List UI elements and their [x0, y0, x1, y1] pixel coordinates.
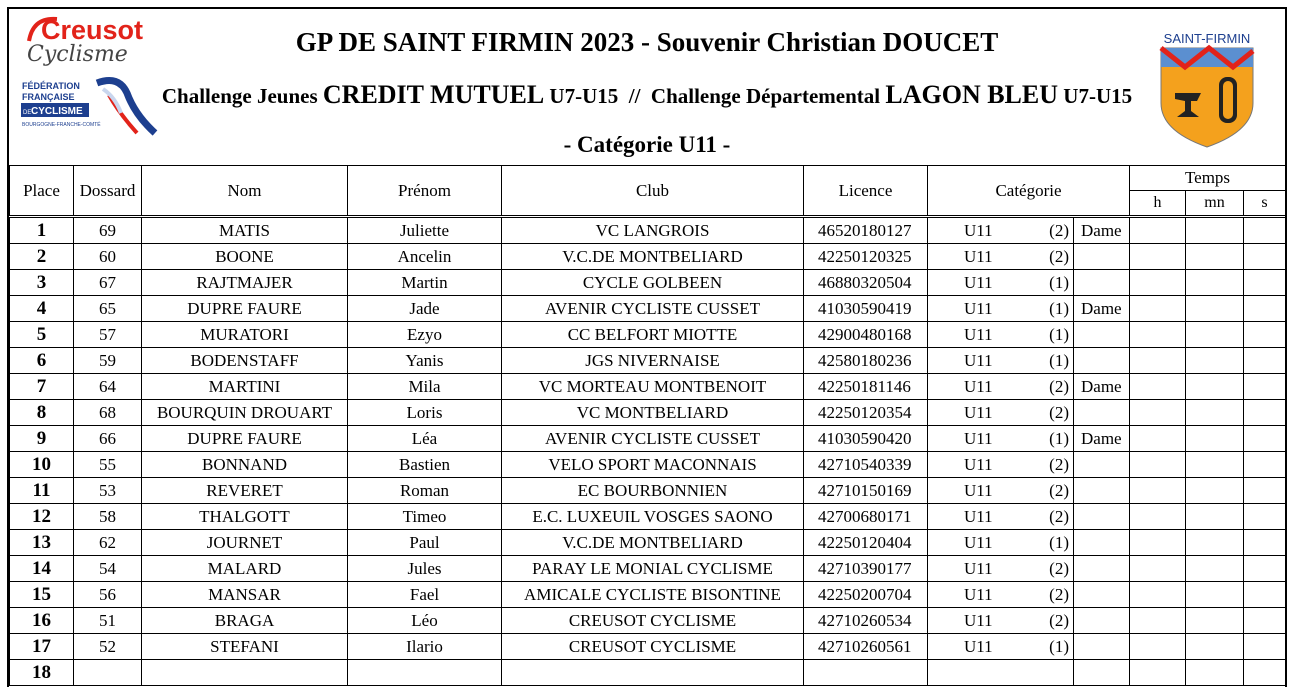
row-licence: 42250120404	[804, 530, 928, 556]
table-row	[10, 582, 1286, 608]
row-nom: REVERET	[142, 478, 348, 504]
row-dame: Dame	[1074, 374, 1130, 400]
row-categorie: U11	[928, 504, 1038, 530]
subtitle-text-3: U7-U15	[1058, 84, 1133, 108]
row-categorie: U11	[928, 400, 1038, 426]
row-licence: 46520180127	[804, 217, 928, 244]
row-categorie: U11	[928, 634, 1038, 660]
row-time-s	[1244, 452, 1286, 478]
row-time-s	[1244, 426, 1286, 452]
row-level: (1)	[1038, 634, 1074, 660]
row-categorie: U11	[928, 296, 1038, 322]
row-level	[1038, 660, 1074, 686]
table-row	[10, 426, 1286, 452]
svg-text:Cyclisme: Cyclisme	[27, 42, 128, 66]
row-licence: 42710390177	[804, 556, 928, 582]
row-prenom: Fael	[348, 582, 502, 608]
row-time-s	[1244, 296, 1286, 322]
row-time-mn	[1186, 478, 1244, 504]
row-nom: RAJTMAJER	[142, 270, 348, 296]
row-categorie: U11	[928, 556, 1038, 582]
row-level: (2)	[1038, 452, 1074, 478]
col-header-place: Place	[10, 166, 74, 217]
row-dossard: 56	[74, 582, 142, 608]
row-club: CC BELFORT MIOTTE	[502, 322, 804, 348]
row-place: 18	[10, 660, 74, 686]
row-prenom: Martin	[348, 270, 502, 296]
row-dossard: 58	[74, 504, 142, 530]
svg-text:BOURGOGNE-FRANCHE-COMTÉ: BOURGOGNE-FRANCHE-COMTÉ	[22, 122, 101, 128]
row-place: 7	[10, 374, 74, 400]
row-dossard: 65	[74, 296, 142, 322]
row-time-h	[1130, 634, 1186, 660]
row-place: 8	[10, 400, 74, 426]
row-prenom: Ezyo	[348, 322, 502, 348]
row-level: (1)	[1038, 426, 1074, 452]
table-row	[10, 374, 1286, 400]
row-dame	[1074, 530, 1130, 556]
row-dossard: 53	[74, 478, 142, 504]
table-row	[10, 530, 1286, 556]
row-categorie: U11	[928, 608, 1038, 634]
row-licence	[804, 660, 928, 686]
row-level: (2)	[1038, 582, 1074, 608]
row-time-s	[1244, 217, 1286, 244]
subtitle-brand-1: CREDIT MUTUEL	[322, 80, 545, 109]
row-dossard	[74, 660, 142, 686]
svg-text:FÉDÉRATION: FÉDÉRATION	[22, 81, 80, 91]
row-time-h	[1130, 426, 1186, 452]
col-header-temps: Temps	[1130, 166, 1286, 191]
row-prenom: Loris	[348, 400, 502, 426]
col-header-club: Club	[502, 166, 804, 217]
svg-text:Creusot: Creusot	[41, 15, 144, 45]
row-nom: BOURQUIN DROUART	[142, 400, 348, 426]
row-club: AVENIR CYCLISTE CUSSET	[502, 296, 804, 322]
row-licence: 42710260561	[804, 634, 928, 660]
row-club: V.C.DE MONTBELIARD	[502, 530, 804, 556]
col-header-mn: mn	[1186, 191, 1244, 217]
row-licence: 42580180236	[804, 348, 928, 374]
row-time-h	[1130, 504, 1186, 530]
row-nom: MALARD	[142, 556, 348, 582]
row-licence: 42900480168	[804, 322, 928, 348]
row-club: VC MORTEAU MONTBENOIT	[502, 374, 804, 400]
row-categorie: U11	[928, 530, 1038, 556]
row-club: AMICALE CYCLISTE BISONTINE	[502, 582, 804, 608]
row-place: 12	[10, 504, 74, 530]
table-row	[10, 634, 1286, 660]
row-nom: BOONE	[142, 244, 348, 270]
row-time-mn	[1186, 374, 1244, 400]
row-time-mn	[1186, 426, 1244, 452]
row-prenom	[348, 660, 502, 686]
row-time-mn	[1186, 556, 1244, 582]
row-level: (2)	[1038, 400, 1074, 426]
table-row	[10, 217, 1286, 244]
page-title: GP DE SAINT FIRMIN 2023 - Souvenir Christian DOUCET	[295, 27, 999, 57]
row-time-mn	[1186, 348, 1244, 374]
row-place: 16	[10, 608, 74, 634]
row-place: 4	[10, 296, 74, 322]
svg-text:SAINT-FIRMIN: SAINT-FIRMIN	[1163, 31, 1251, 46]
row-time-h	[1130, 322, 1186, 348]
row-prenom: Jade	[348, 296, 502, 322]
row-place: 2	[10, 244, 74, 270]
row-dame	[1074, 244, 1130, 270]
row-nom: MATIS	[142, 217, 348, 244]
row-licence: 42250181146	[804, 374, 928, 400]
row-licence: 42710150169	[804, 478, 928, 504]
row-level: (2)	[1038, 244, 1074, 270]
row-level: (2)	[1038, 556, 1074, 582]
row-nom: DUPRE FAURE	[142, 426, 348, 452]
row-dame	[1074, 660, 1130, 686]
row-categorie: U11	[928, 322, 1038, 348]
row-level: (1)	[1038, 270, 1074, 296]
row-level: (2)	[1038, 374, 1074, 400]
table-row	[10, 452, 1286, 478]
sheet-header	[9, 9, 1285, 167]
row-categorie: U11	[928, 452, 1038, 478]
row-nom: THALGOTT	[142, 504, 348, 530]
row-level: (2)	[1038, 217, 1074, 244]
row-time-mn	[1186, 270, 1244, 296]
row-time-mn	[1186, 452, 1244, 478]
table-row	[10, 296, 1286, 322]
row-time-s	[1244, 478, 1286, 504]
row-dame	[1074, 478, 1130, 504]
row-dame	[1074, 504, 1130, 530]
row-club	[502, 660, 804, 686]
row-prenom: Léa	[348, 426, 502, 452]
row-dame	[1074, 452, 1130, 478]
row-dossard: 57	[74, 322, 142, 348]
row-dame	[1074, 400, 1130, 426]
row-categorie: U11	[928, 426, 1038, 452]
row-club: PARAY LE MONIAL CYCLISME	[502, 556, 804, 582]
row-time-h	[1130, 452, 1186, 478]
svg-text:FRANÇAISE: FRANÇAISE	[22, 92, 75, 102]
table-row	[10, 270, 1286, 296]
row-place: 15	[10, 582, 74, 608]
row-licence: 41030590419	[804, 296, 928, 322]
row-time-s	[1244, 322, 1286, 348]
row-nom: STEFANI	[142, 634, 348, 660]
row-place: 11	[10, 478, 74, 504]
col-header-prenom: Prénom	[348, 166, 502, 217]
results-table	[9, 165, 1286, 686]
row-dame: Dame	[1074, 296, 1130, 322]
row-time-h	[1130, 478, 1186, 504]
row-club: AVENIR CYCLISTE CUSSET	[502, 426, 804, 452]
row-level: (1)	[1038, 348, 1074, 374]
row-level: (2)	[1038, 608, 1074, 634]
row-time-s	[1244, 660, 1286, 686]
row-time-h	[1130, 296, 1186, 322]
row-prenom: Ancelin	[348, 244, 502, 270]
row-club: CREUSOT CYCLISME	[502, 634, 804, 660]
row-time-s	[1244, 504, 1286, 530]
row-nom: MARTINI	[142, 374, 348, 400]
row-licence: 42700680171	[804, 504, 928, 530]
row-nom: JOURNET	[142, 530, 348, 556]
row-level: (1)	[1038, 530, 1074, 556]
row-place: 14	[10, 556, 74, 582]
row-club: V.C.DE MONTBELIARD	[502, 244, 804, 270]
row-club: EC BOURBONNIEN	[502, 478, 804, 504]
row-dame	[1074, 582, 1130, 608]
row-categorie: U11	[928, 270, 1038, 296]
col-header-categorie: Catégorie	[928, 166, 1130, 217]
row-level: (1)	[1038, 322, 1074, 348]
row-time-mn	[1186, 296, 1244, 322]
row-prenom: Bastien	[348, 452, 502, 478]
row-level: (2)	[1038, 504, 1074, 530]
row-dossard: 67	[74, 270, 142, 296]
subtitle-brand-2: LAGON BLEU	[885, 80, 1059, 109]
row-time-mn	[1186, 400, 1244, 426]
row-prenom: Léo	[348, 608, 502, 634]
row-licence: 42250120354	[804, 400, 928, 426]
row-time-h	[1130, 244, 1186, 270]
row-club: JGS NIVERNAISE	[502, 348, 804, 374]
col-header-s: s	[1244, 191, 1286, 217]
results-body	[10, 217, 1286, 686]
row-time-s	[1244, 634, 1286, 660]
table-row	[10, 400, 1286, 426]
row-categorie: U11	[928, 582, 1038, 608]
row-club: VC LANGROIS	[502, 217, 804, 244]
table-row	[10, 556, 1286, 582]
table-row	[10, 478, 1286, 504]
svg-text:DE: DE	[23, 110, 32, 116]
row-dossard: 64	[74, 374, 142, 400]
subtitle-text-2: U7-U15 // Challenge Départemental	[544, 84, 886, 108]
row-time-s	[1244, 608, 1286, 634]
row-categorie: U11	[928, 244, 1038, 270]
row-prenom: Ilario	[348, 634, 502, 660]
row-time-mn	[1186, 322, 1244, 348]
row-time-h	[1130, 660, 1186, 686]
row-dame	[1074, 634, 1130, 660]
row-club: CREUSOT CYCLISME	[502, 608, 804, 634]
row-place: 13	[10, 530, 74, 556]
row-licence: 42250120325	[804, 244, 928, 270]
row-club: CYCLE GOLBEEN	[502, 270, 804, 296]
row-place: 10	[10, 452, 74, 478]
row-level: (2)	[1038, 478, 1074, 504]
row-time-s	[1244, 530, 1286, 556]
row-categorie: U11	[928, 478, 1038, 504]
row-dossard: 54	[74, 556, 142, 582]
row-time-h	[1130, 217, 1186, 244]
row-time-mn	[1186, 660, 1244, 686]
row-time-h	[1130, 556, 1186, 582]
table-row	[10, 244, 1286, 270]
row-dame	[1074, 608, 1130, 634]
row-time-mn	[1186, 217, 1244, 244]
row-nom: DUPRE FAURE	[142, 296, 348, 322]
category-title: - Catégorie U11 -	[563, 132, 731, 157]
row-time-s	[1244, 244, 1286, 270]
row-level: (1)	[1038, 296, 1074, 322]
row-club: VC MONTBELIARD	[502, 400, 804, 426]
row-licence: 41030590420	[804, 426, 928, 452]
table-row	[10, 660, 1286, 686]
row-dame	[1074, 556, 1130, 582]
row-place: 6	[10, 348, 74, 374]
svg-text:CYCLISME: CYCLISME	[31, 106, 83, 117]
row-time-h	[1130, 400, 1186, 426]
row-time-mn	[1186, 530, 1244, 556]
row-place: 1	[10, 217, 74, 244]
row-licence: 46880320504	[804, 270, 928, 296]
row-club: E.C. LUXEUIL VOSGES SAONO	[502, 504, 804, 530]
row-categorie	[928, 660, 1038, 686]
row-nom: BRAGA	[142, 608, 348, 634]
row-licence: 42710540339	[804, 452, 928, 478]
row-time-s	[1244, 270, 1286, 296]
table-row	[10, 608, 1286, 634]
row-time-h	[1130, 348, 1186, 374]
row-nom: MURATORI	[142, 322, 348, 348]
row-time-h	[1130, 582, 1186, 608]
row-dossard: 59	[74, 348, 142, 374]
row-dossard: 51	[74, 608, 142, 634]
row-prenom: Yanis	[348, 348, 502, 374]
table-row	[10, 348, 1286, 374]
row-time-mn	[1186, 608, 1244, 634]
row-time-s	[1244, 374, 1286, 400]
row-time-s	[1244, 400, 1286, 426]
row-dame	[1074, 322, 1130, 348]
row-licence: 42710260534	[804, 608, 928, 634]
row-nom	[142, 660, 348, 686]
row-licence: 42250200704	[804, 582, 928, 608]
col-header-licence: Licence	[804, 166, 928, 217]
row-prenom: Jules	[348, 556, 502, 582]
row-time-h	[1130, 608, 1186, 634]
row-time-mn	[1186, 504, 1244, 530]
row-dame	[1074, 270, 1130, 296]
results-sheet	[7, 7, 1287, 687]
row-categorie: U11	[928, 217, 1038, 244]
col-header-nom: Nom	[142, 166, 348, 217]
row-prenom: Timeo	[348, 504, 502, 530]
row-dame: Dame	[1074, 426, 1130, 452]
col-header-dossard: Dossard	[74, 166, 142, 217]
row-place: 5	[10, 322, 74, 348]
row-place: 17	[10, 634, 74, 660]
row-prenom: Paul	[348, 530, 502, 556]
row-place: 9	[10, 426, 74, 452]
table-row	[10, 322, 1286, 348]
row-dame: Dame	[1074, 217, 1130, 244]
saint-firmin-crest	[1155, 21, 1259, 149]
row-dossard: 69	[74, 217, 142, 244]
row-dossard: 55	[74, 452, 142, 478]
col-header-h: h	[1130, 191, 1186, 217]
table-row	[10, 504, 1286, 530]
row-dossard: 66	[74, 426, 142, 452]
row-dossard: 52	[74, 634, 142, 660]
row-nom: MANSAR	[142, 582, 348, 608]
row-time-h	[1130, 374, 1186, 400]
challenge-subtitle	[9, 80, 1285, 110]
row-dossard: 62	[74, 530, 142, 556]
row-nom: BONNAND	[142, 452, 348, 478]
row-prenom: Roman	[348, 478, 502, 504]
subtitle-text-1: Challenge Jeunes	[161, 84, 323, 108]
row-dame	[1074, 348, 1130, 374]
row-dossard: 68	[74, 400, 142, 426]
row-time-s	[1244, 348, 1286, 374]
row-nom: BODENSTAFF	[142, 348, 348, 374]
row-time-h	[1130, 270, 1186, 296]
row-time-mn	[1186, 244, 1244, 270]
row-time-h	[1130, 530, 1186, 556]
row-time-s	[1244, 556, 1286, 582]
row-dossard: 60	[74, 244, 142, 270]
row-time-mn	[1186, 634, 1244, 660]
row-place: 3	[10, 270, 74, 296]
row-categorie: U11	[928, 374, 1038, 400]
row-time-mn	[1186, 582, 1244, 608]
row-categorie: U11	[928, 348, 1038, 374]
row-club: VELO SPORT MACONNAIS	[502, 452, 804, 478]
row-prenom: Mila	[348, 374, 502, 400]
row-time-s	[1244, 582, 1286, 608]
row-prenom: Juliette	[348, 217, 502, 244]
